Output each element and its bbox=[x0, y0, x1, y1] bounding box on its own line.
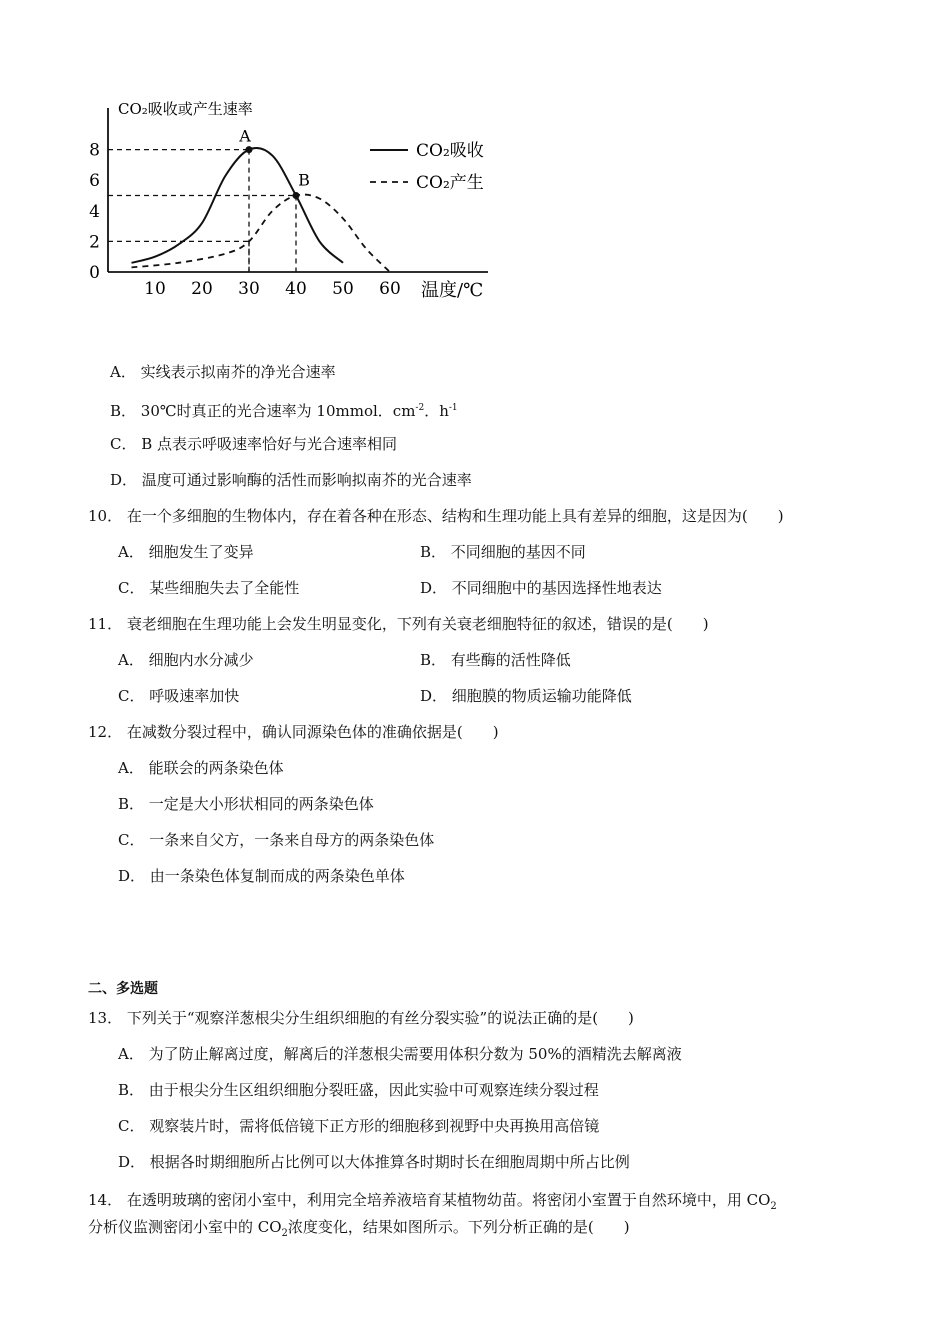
x-tick-label: 30 bbox=[238, 279, 260, 299]
q13-option-a: A． 为了防止解离过度，解离后的洋葱根尖需要用体积分数为 50%的酒精洗去解离液 bbox=[118, 1045, 682, 1063]
q10-option-b: B． 不同细胞的基因不同 bbox=[420, 543, 586, 561]
q10-option-d: D． 不同细胞中的基因选择性地表达 bbox=[420, 579, 662, 597]
x-axis-label: 温度/℃ bbox=[421, 280, 484, 301]
q9-option-b-unit: ．h bbox=[424, 402, 449, 420]
q12-option-c: C． 一条来自父方，一条来自母方的两条染色体 bbox=[118, 831, 435, 849]
q14-line2-tail: 浓度变化，结果如图所示。下列分析正确的是( ) bbox=[287, 1218, 630, 1236]
chart-legend bbox=[370, 141, 484, 193]
q13-option-b: B． 由于根尖分生区组织细胞分裂旺盛，因此实验中可观察连续分裂过程 bbox=[118, 1081, 599, 1099]
q13-option-c: C． 观察装片时，需将低倍镜下正方形的细胞移到视野中央再换用高倍镜 bbox=[118, 1117, 600, 1135]
x-tick-label: 60 bbox=[379, 279, 401, 299]
q9-option-a: A． 实线表示拟南芥的净光合速率 bbox=[110, 363, 336, 381]
q12-option-d: D． 由一条染色体复制而成的两条染色单体 bbox=[118, 867, 405, 885]
q9-option-b bbox=[110, 398, 458, 421]
legend-co2-produce: CO₂产生 bbox=[416, 173, 484, 193]
point-label-b: B bbox=[298, 170, 310, 190]
y-tick-label: 8 bbox=[89, 140, 100, 161]
q14-line1-sub: 2 bbox=[770, 1201, 777, 1212]
q12-option-a: A． 能联会的两条染色体 bbox=[118, 759, 284, 777]
x-tick-label: 10 bbox=[144, 279, 166, 299]
q11-option-d: D． 细胞膜的物质运输功能降低 bbox=[420, 687, 632, 705]
q9-option-c: C． B 点表示呼吸速率恰好与光合速率相同 bbox=[110, 435, 398, 453]
q12-option-b: B． 一定是大小形状相同的两条染色体 bbox=[118, 795, 374, 813]
q9-option-d: D． 温度可通过影响酶的活性而影响拟南芥的光合速率 bbox=[110, 471, 472, 489]
q14-line1-text: 14． 在透明玻璃的密闭小室中，利用完全培养液培育某植物幼苗。将密闭小室置于自然环境中，用 CO bbox=[88, 1191, 771, 1209]
x-tick-label: 20 bbox=[191, 279, 213, 299]
guide-lines bbox=[108, 150, 296, 272]
q11-option-c: C． 呼吸速率加快 bbox=[118, 687, 240, 705]
series-line-co2-absorb bbox=[132, 148, 344, 263]
series-line-co2-produce bbox=[132, 195, 391, 272]
q10-option-c: C． 某些细胞失去了全能性 bbox=[118, 579, 300, 597]
q11-option-b: B． 有些酶的活性降低 bbox=[420, 651, 571, 669]
point-label-a: A bbox=[239, 126, 251, 146]
point-a bbox=[246, 146, 253, 153]
co2-rate-chart bbox=[78, 100, 518, 310]
x-tick-label: 50 bbox=[332, 279, 354, 299]
y-tick-label: 6 bbox=[89, 171, 100, 192]
q9-option-b-text: B． 30℃时真正的光合速率为 10mmol．cm bbox=[110, 402, 416, 420]
q11-stem: 11． 衰老细胞在生理功能上会发生明显变化，下列有关衰老细胞特征的叙述，错误的是( ) bbox=[88, 615, 709, 633]
legend-co2-absorb: CO₂吸收 bbox=[416, 141, 484, 161]
chart-svg bbox=[78, 100, 518, 310]
y-axis-label: CO₂吸收或产生速率 bbox=[118, 100, 253, 118]
axis-ticks bbox=[89, 141, 401, 299]
q9-option-b-sup1: -2 bbox=[415, 403, 425, 413]
x-tick-label: 40 bbox=[285, 279, 307, 299]
q14-line2-sub: 2 bbox=[281, 1228, 288, 1239]
q14-stem-line1 bbox=[88, 1190, 777, 1217]
q13-option-d: D． 根据各时期细胞所占比例可以大体推算各时期时长在细胞周期中所占比例 bbox=[118, 1153, 630, 1171]
point-b bbox=[293, 192, 300, 199]
section-heading-multi-choice: 二、多选题 bbox=[88, 981, 158, 997]
y-tick-label: 4 bbox=[89, 201, 100, 222]
q9-option-b-sup2: -1 bbox=[448, 403, 458, 413]
q13-stem: 13． 下列关于“观察洋葱根尖分生组织细胞的有丝分裂实验”的说法正确的是( ) bbox=[88, 1009, 634, 1027]
q12-stem: 12． 在减数分裂过程中，确认同源染色体的准确依据是( ) bbox=[88, 723, 499, 741]
q10-stem: 10． 在一个多细胞的生物体内，存在着各种在形态、结构和生理功能上具有差异的细胞，这是因为( ) bbox=[88, 507, 784, 525]
q14-line2-text: 分析仪监测密闭小室中的 CO bbox=[88, 1218, 282, 1236]
q10-option-a: A． 细胞发生了变异 bbox=[118, 543, 254, 561]
y-tick-label: 0 bbox=[89, 263, 100, 283]
q11-option-a: A． 细胞内水分减少 bbox=[118, 651, 254, 669]
y-tick-label: 2 bbox=[89, 232, 100, 253]
q14-stem-line2 bbox=[88, 1217, 630, 1244]
